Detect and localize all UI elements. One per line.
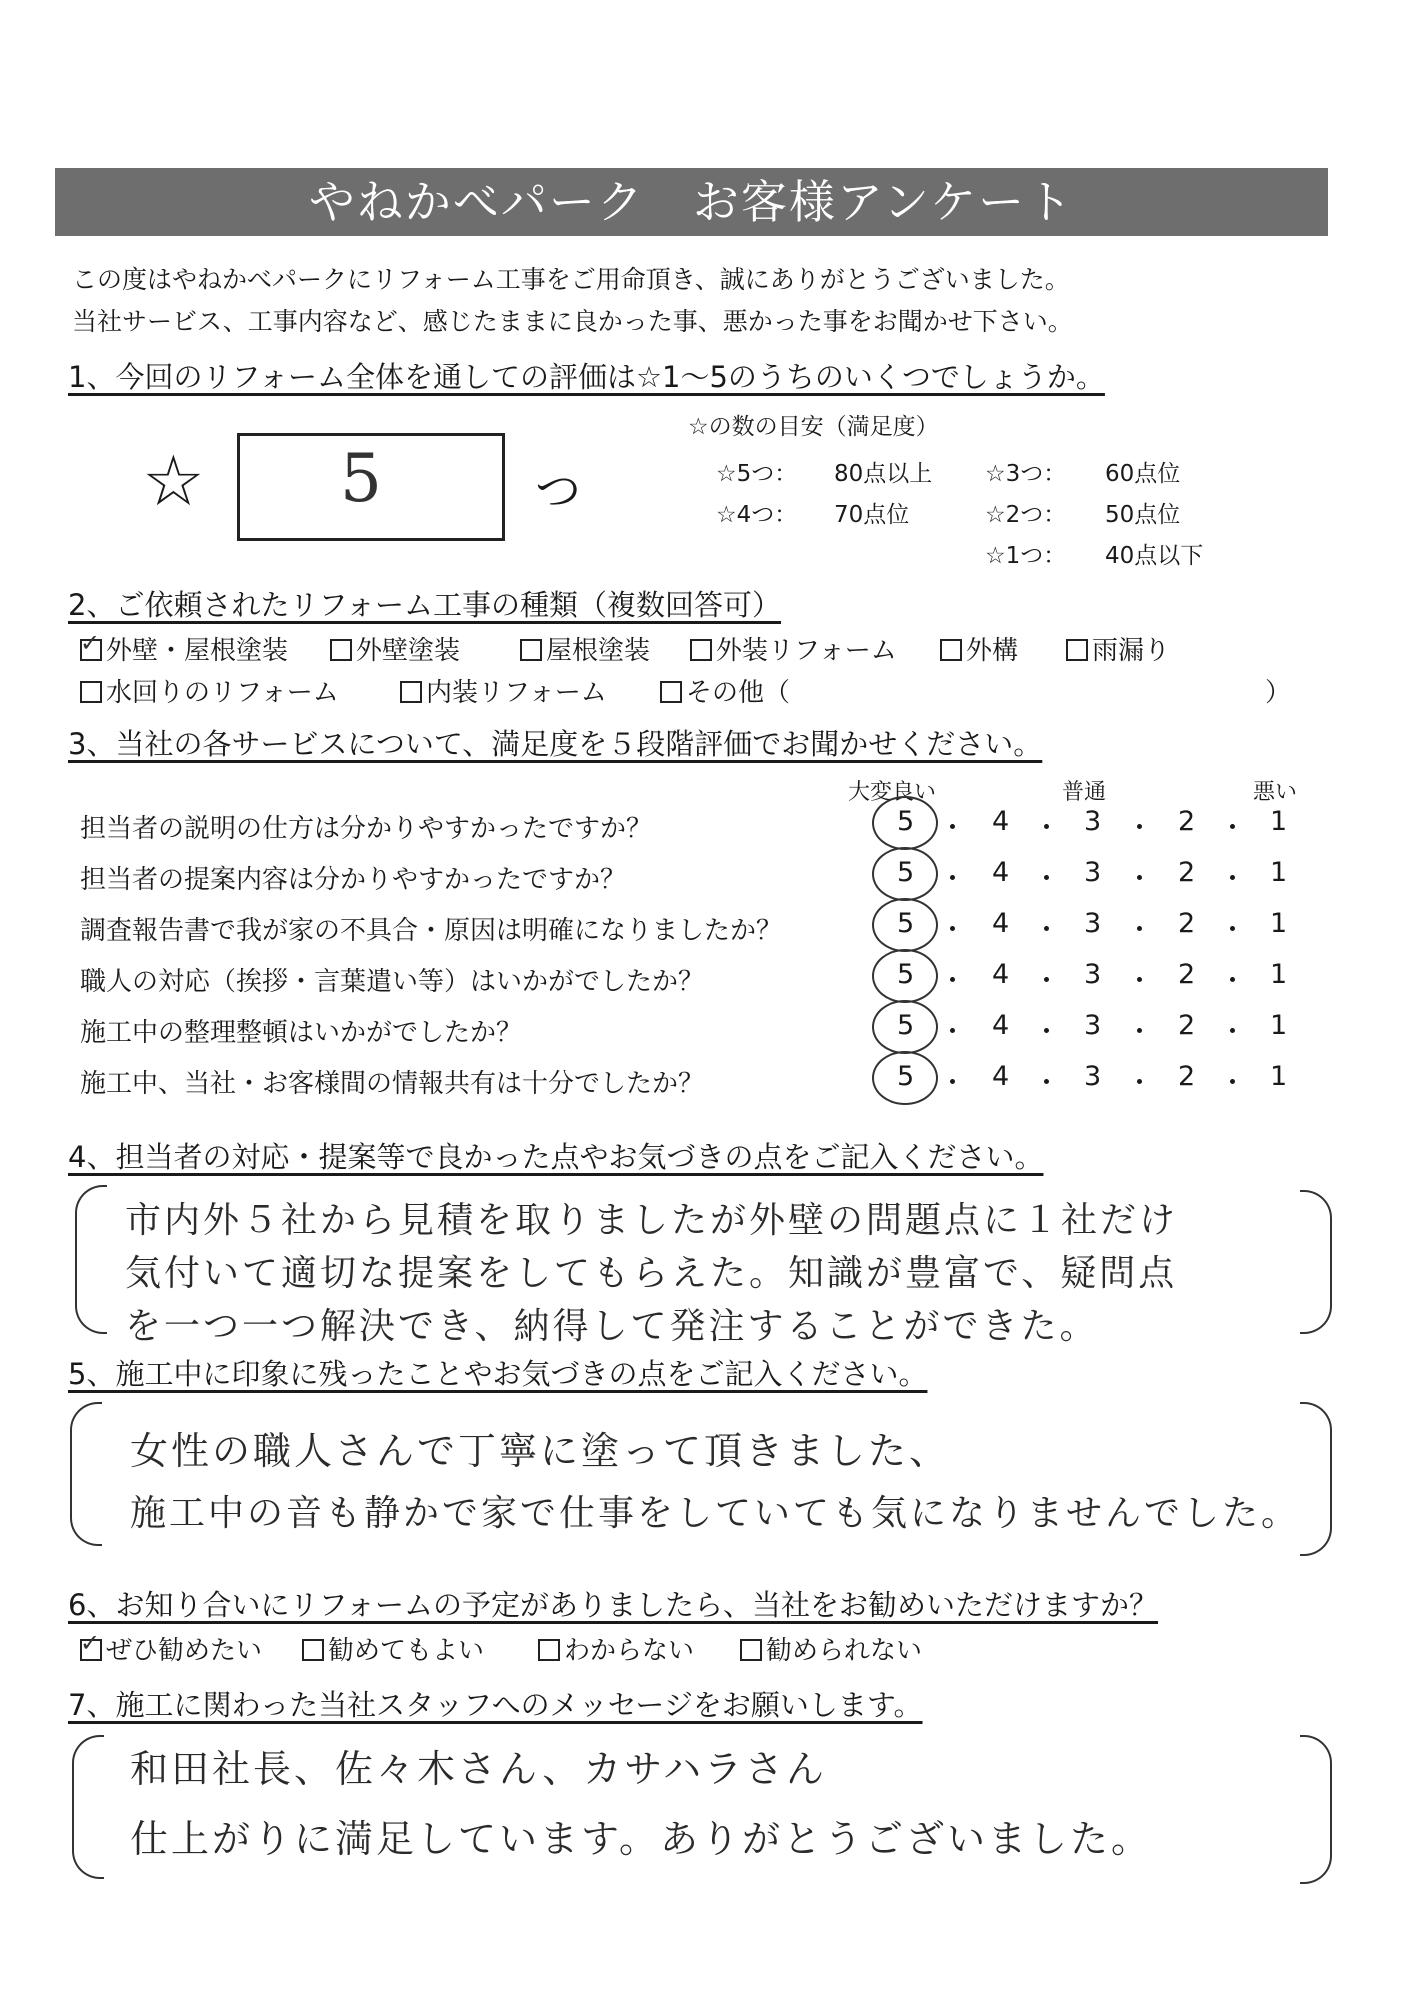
q4-bracket-left (75, 1185, 107, 1334)
scale-separator: ・ (1219, 915, 1246, 946)
checkbox-icon[interactable] (690, 639, 712, 661)
rating-option-1[interactable]: 1 (1270, 959, 1288, 990)
rating-option-2[interactable]: 2 (1178, 806, 1196, 837)
q6-option-1[interactable]: ✓ぜひ勧めたい (80, 1630, 262, 1667)
rating-option-4[interactable]: 4 (992, 959, 1010, 990)
q7-answer-line-2: 仕上がりに満足しています。ありがとうございました。 (130, 1817, 1152, 1861)
rating-option-5[interactable]: 5 (897, 857, 915, 888)
scale-separator: ・ (939, 915, 966, 946)
checkbox-icon[interactable] (940, 639, 962, 661)
guide-1-value: 40点以下 (1105, 543, 1204, 569)
rating-option-5[interactable]: 5 (897, 1061, 915, 1092)
guide-2-value: 50点位 (1105, 502, 1181, 528)
scale-separator: ・ (939, 813, 966, 844)
intro-line-1: この度はやねかべパークにリフォーム工事をご用命頂き、誠にありがとうございました。 (72, 265, 1070, 294)
scale-label-mid: 普通 (1062, 780, 1107, 805)
rating-option-5[interactable]: 5 (897, 908, 915, 939)
q2-option-2[interactable]: 外壁塗装 (330, 630, 460, 667)
guide-3-value: 60点位 (1105, 461, 1181, 487)
guide-3-label: ☆3つ： (985, 461, 1067, 487)
scale-separator: ・ (1033, 1017, 1060, 1048)
q4-answer-line-3: を一つ一つ解決でき、納得して発注することができた。 (125, 1306, 1099, 1347)
q2-option-3[interactable]: 屋根塗装 (520, 630, 650, 667)
rating-option-4[interactable]: 4 (992, 806, 1010, 837)
scale-separator: ・ (1219, 813, 1246, 844)
selected-circle-icon (872, 949, 938, 1003)
selected-circle-icon (872, 847, 938, 901)
q6-heading: 6、お知り合いにリフォームの予定がありましたら、当社をお勧めいただけますか？ (68, 1588, 1159, 1622)
scale-separator: ・ (939, 1017, 966, 1048)
scale-separator: ・ (1219, 864, 1246, 895)
scale-separator: ・ (1126, 966, 1153, 997)
rating-answer: 5 (340, 440, 382, 517)
rating-option-2[interactable]: 2 (1178, 959, 1196, 990)
rating-option-2[interactable]: 2 (1178, 1010, 1196, 1041)
rating-option-3[interactable]: 3 (1084, 908, 1102, 939)
rating-option-2[interactable]: 2 (1178, 908, 1196, 939)
checkbox-icon[interactable] (400, 681, 422, 703)
rating-option-4[interactable]: 4 (992, 1010, 1010, 1041)
q2-heading: 2、ご依頼されたリフォーム工事の種類（複数回答可） (68, 588, 782, 622)
q7-bracket-left (72, 1735, 104, 1879)
guide-5-value: 80点以上 (834, 461, 933, 487)
scale-separator: ・ (1126, 915, 1153, 946)
checkbox-icon[interactable] (740, 1639, 762, 1661)
guide-2-label: ☆2つ： (985, 502, 1067, 528)
q1-heading: 1、今回のリフォーム全体を通しての評価は☆1～5のうちのいくつでしょうか。 (68, 360, 1105, 394)
q7-bracket-right (1300, 1735, 1332, 1884)
scale-separator: ・ (1033, 966, 1060, 997)
q4-heading: 4、担当者の対応・提案等で良かった点やお気づきの点をご記入ください。 (68, 1140, 1044, 1174)
rating-option-3[interactable]: 3 (1084, 857, 1102, 888)
scale-label-worst: 悪い (1253, 780, 1298, 805)
rating-question: 担当者の提案内容は分かりやすかったですか？ (80, 865, 627, 895)
scale-separator: ・ (1126, 813, 1153, 844)
q7-answer-line-1: 和田社長、佐々木さん、カサハラさん (130, 1747, 828, 1791)
checkbox-icon[interactable] (1066, 639, 1088, 661)
q4-answer-line-2: 気付いて適切な提案をしてもらえた。知識が豊富で、疑問点 (125, 1253, 1178, 1294)
q6-option-2[interactable]: 勧めてもよい (302, 1630, 484, 1667)
guide-5-label: ☆5つ： (716, 461, 798, 487)
selected-circle-icon (872, 1000, 938, 1054)
checkbox-icon[interactable] (330, 639, 352, 661)
scale-separator: ・ (1219, 966, 1246, 997)
rating-option-3[interactable]: 3 (1084, 1061, 1102, 1092)
rating-option-2[interactable]: 2 (1178, 857, 1196, 888)
scale-separator: ・ (1033, 915, 1060, 946)
scale-label-best: 大変良い (848, 780, 937, 805)
rating-question: 調査報告書で我が家の不具合・原因は明確になりましたか？ (80, 916, 783, 946)
rating-question: 施工中の整理整頓はいかがでしたか？ (80, 1018, 523, 1048)
selected-circle-icon (872, 796, 938, 850)
checkbox-icon[interactable] (302, 1639, 324, 1661)
rating-option-1[interactable]: 1 (1270, 857, 1288, 888)
scale-separator: ・ (1126, 1017, 1153, 1048)
q4-answer-line-1: 市内外５社から見積を取りましたが外壁の問題点に１社だけ (125, 1200, 1179, 1241)
checkbox-checked-icon[interactable] (80, 1639, 102, 1661)
rating-question: 職人の対応（挨拶・言葉遣い等）はいかがでしたか？ (80, 967, 705, 997)
q2-option-7[interactable]: 水回りのリフォーム (80, 672, 339, 709)
rating-option-1[interactable]: 1 (1270, 1061, 1288, 1092)
rating-option-3[interactable]: 3 (1084, 959, 1102, 990)
rating-option-3[interactable]: 3 (1084, 806, 1102, 837)
q3-heading: 3、当社の各サービスについて、満足度を５段階評価でお聞かせください。 (68, 727, 1043, 761)
title-bar (55, 168, 1328, 236)
q5-answer-line-1: 女性の職人さんで丁寧に塗って頂きました、 (130, 1429, 951, 1473)
page-title: やねかべパーク お客様アンケート (308, 175, 1075, 229)
scale-separator: ・ (1219, 1017, 1246, 1048)
q5-heading: 5、施工中に印象に残ったことやお気づきの点をご記入ください。 (68, 1357, 928, 1391)
q2-option-5[interactable]: 外構 (940, 630, 1018, 667)
q6-option-4[interactable]: 勧められない (740, 1630, 922, 1667)
checkbox-icon[interactable] (80, 681, 102, 703)
rating-question: 担当者の説明の仕方は分かりやすかったですか？ (80, 814, 653, 844)
scale-separator: ・ (939, 1068, 966, 1099)
star-icon: ☆ (142, 440, 205, 522)
rating-option-5[interactable]: 5 (897, 806, 915, 837)
rating-question: 施工中、当社・お客様間の情報共有は十分でしたか？ (80, 1069, 705, 1099)
guide-4-label: ☆4つ： (716, 502, 798, 528)
q4-bracket-right (1300, 1190, 1332, 1334)
q2-option-6[interactable]: 雨漏り (1066, 630, 1170, 667)
selected-circle-icon (872, 1051, 938, 1105)
q2-option-1[interactable]: ✓外壁・屋根塗装 (80, 630, 288, 667)
q6-option-3[interactable]: わからない (538, 1630, 694, 1667)
guide-title: ☆の数の目安（満足度） (688, 414, 939, 440)
q5-answer-line-2: 施工中の音も静かで家で仕事をしていても気になりませんでした。 (130, 1493, 1301, 1534)
scale-separator: ・ (939, 966, 966, 997)
scale-separator: ・ (1219, 1068, 1246, 1099)
checkbox-icon[interactable] (660, 681, 682, 703)
guide-1-label: ☆1つ： (985, 543, 1067, 569)
scale-separator: ・ (939, 864, 966, 895)
q2-option-4[interactable]: 外装リフォーム (690, 630, 897, 667)
checkbox-icon[interactable] (520, 639, 542, 661)
scale-separator: ・ (1126, 864, 1153, 895)
checkbox-checked-icon[interactable] (80, 639, 102, 661)
q2-close-paren: ） (1265, 678, 1292, 708)
checkbox-icon[interactable] (538, 1639, 560, 1661)
rating-option-2[interactable]: 2 (1178, 1061, 1196, 1092)
q5-bracket-right (1300, 1402, 1332, 1556)
scale-separator: ・ (1033, 813, 1060, 844)
q2-option-8[interactable]: 内装リフォーム (400, 672, 607, 709)
rating-option-4[interactable]: 4 (992, 1061, 1010, 1092)
rating-option-5[interactable]: 5 (897, 1010, 915, 1041)
rating-option-1[interactable]: 1 (1270, 1010, 1288, 1041)
q2-option-9[interactable]: その他（ (660, 672, 790, 709)
selected-circle-icon (872, 898, 938, 952)
rating-option-5[interactable]: 5 (897, 959, 915, 990)
q5-bracket-left (70, 1402, 102, 1546)
scale-separator: ・ (1033, 1068, 1060, 1099)
q7-heading: 7、施工に関わった当社スタッフへのメッセージをお願いします。 (68, 1688, 923, 1722)
rating-option-1[interactable]: 1 (1270, 908, 1288, 939)
scale-separator: ・ (1033, 864, 1060, 895)
rating-option-4[interactable]: 4 (992, 857, 1010, 888)
rating-unit: つ (535, 464, 581, 518)
scale-separator: ・ (1126, 1068, 1153, 1099)
intro-line-2: 当社サービス、工事内容など、感じたままに良かった事、悪かった事をお聞かせ下さい。 (72, 307, 1073, 336)
rating-option-1[interactable]: 1 (1270, 806, 1288, 837)
rating-option-4[interactable]: 4 (992, 908, 1010, 939)
guide-4-value: 70点位 (834, 502, 910, 528)
rating-option-3[interactable]: 3 (1084, 1010, 1102, 1041)
